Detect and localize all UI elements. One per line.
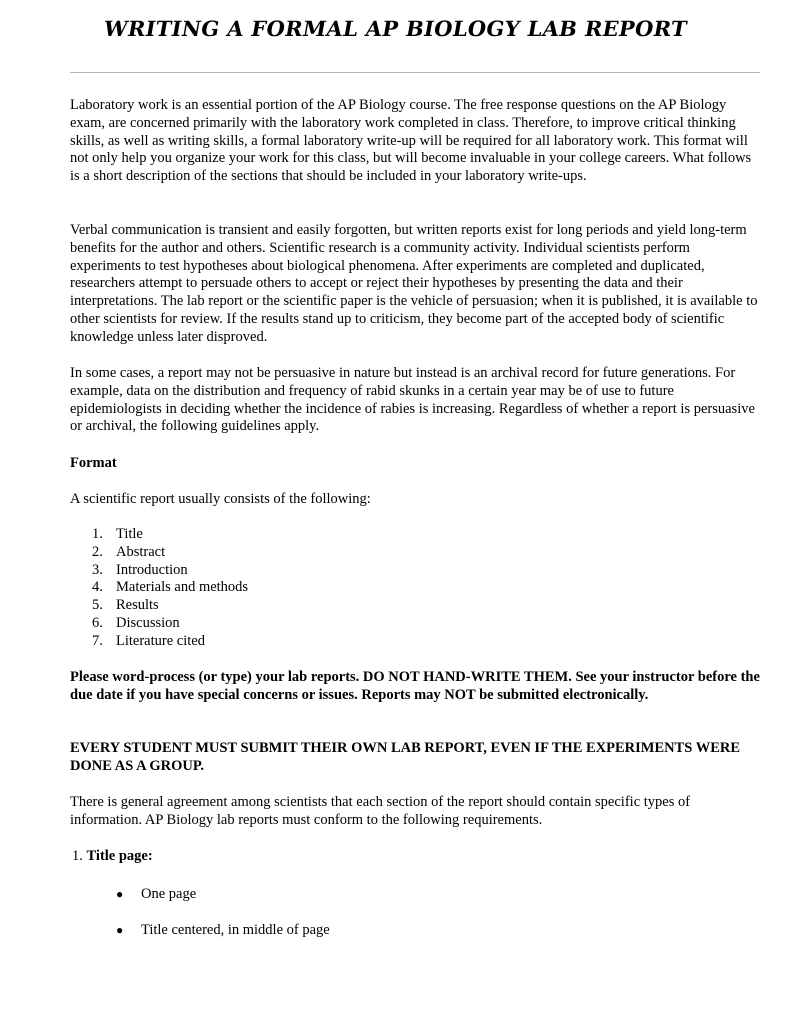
bullet-icon: ● [116,923,124,937]
word-process-notice: Please word-process (or type) your lab reports. DO NOT HAND-WRITE THEM. See your instructor before the due date if you have special concerns or issues. Reports may NOT be submitted electronically. [70,669,760,703]
list-item: 7. Literature cited [92,632,205,649]
title-page-heading [72,847,153,865]
list-item: 2. Abstract [92,543,166,560]
format-intro: A scientific report usually consists of the following: [70,491,371,507]
bullet-item: ● One page [116,886,197,902]
format-list [92,526,248,651]
title-divider [70,72,760,73]
list-item: 3. Introduction [92,561,188,578]
document-title: WRITING A FORMAL AP BIOLOGY LAB REPORT [101,16,690,41]
list-item: 4. Materials and methods [92,579,249,596]
intro-paragraph: Laboratory work is an essential portion of the AP Biology course. The free response questions on the AP Biology exam, are concerned primarily with the laboratory work completed in class. Therefore, to improve critical thinking skills, as well as writing skills, a formal laboratory write-up will be required for all laboratory work. This format will not only help you organize your work for this class, but will become invaluable in your college careers. What follows is a short description of the sections that should be included in your laboratory write-ups. [70,97,752,185]
bullet-item: ● Title centered, in middle of page [116,922,330,938]
individual-submission-notice: EVERY STUDENT MUST SUBMIT THEIR OWN LAB REPORT, EVEN IF THE EXPERIMENTS WERE DONE AS A GROUP. [70,740,741,774]
list-item: 6. Discussion [92,614,180,631]
archival-paragraph: In some cases, a report may not be persuasive in nature but instead is an archival record for future generations. For example, data on the distribution and frequency of rabid skunks in a certain year may be of use to future epidemiologists in deciding whether the incidence of rabies is increasing. Regardless of whether a report is persuasive or archival, the following guidelines apply. [70,365,755,435]
requirements-intro: There is general agreement among scientists that each section of the report should contain specific types of information. AP Biology lab reports must conform to the following requirements. [70,794,691,828]
list-item: 5. Results [92,597,159,614]
title-page-label: Title page: [86,848,153,864]
format-heading: Format [70,455,117,471]
bullet-icon: ● [116,887,124,901]
list-item: 1. Title [92,526,143,542]
title-page-number: 1. [72,848,83,864]
verbal-communication-paragraph: Verbal communication is transient and easily forgotten, but written reports exist for long periods and yield long-term benefits for the author and others. Scientific research is a community activity. Individual scientists perform experiments to test hypotheses about biological phenomena. After experiments are completed and duplicated, researchers attempt to persuade others to accept or reject their hypotheses by presenting the data and their interpretations. The lab report or the scientific paper is the vehicle of persuasion; when it is published, it is available to other scientists for review. If the results stand up to criticism, they become part of the accepted body of scientific knowledge unless later disproved. [70,222,758,345]
